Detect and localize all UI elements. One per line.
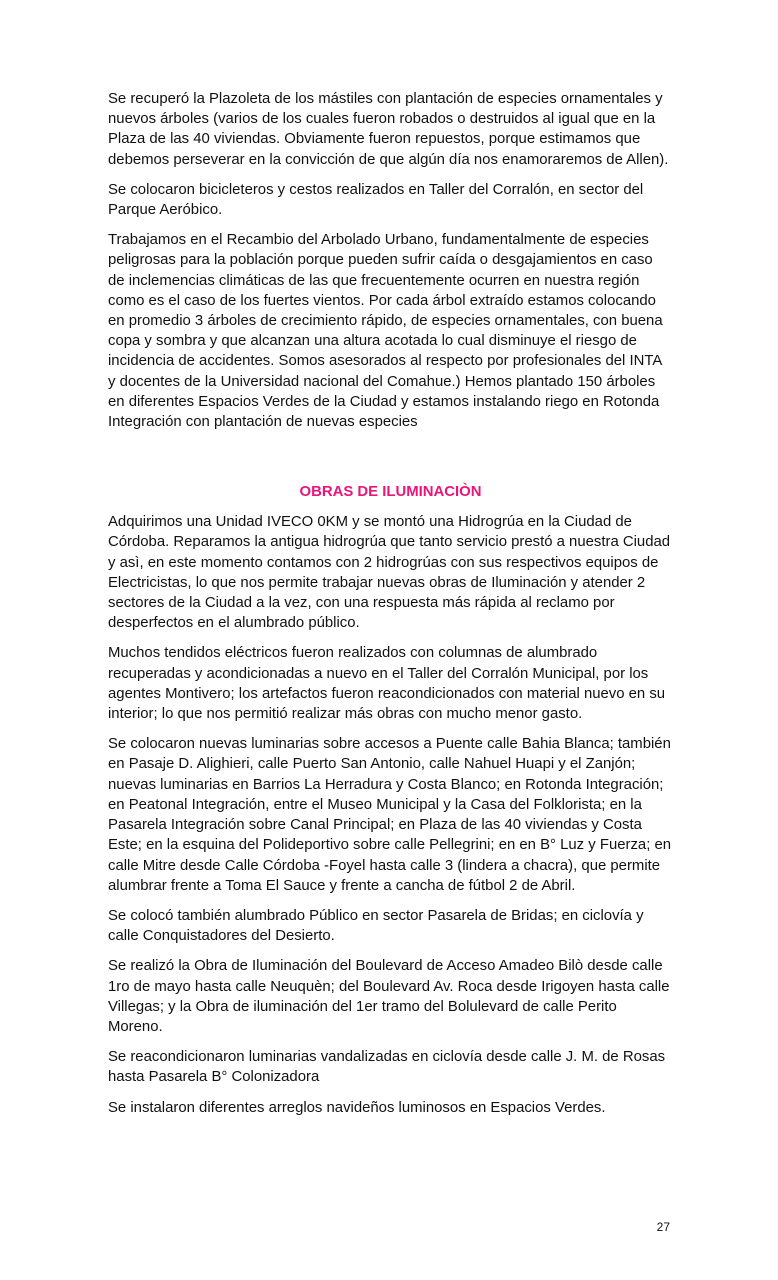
paragraph-luminarias-vandalizadas: Se reacondicionaron luminarias vandalizadas en ciclovía desde calle J. M. de Rosas hasta Pasarela B° Colonizadora	[108, 1049, 666, 1086]
paragraph-plazoleta: Se recuperó la Plazoleta de los mástiles con plantación de especies ornamentales y nuevos árboles (varios de los cuales fueron robados o destruidos al igual que en la Plaza de las 40 viviendas. Obviamente fueron repuestos, porque estimamos que debemos perseverar en la convicción de que algún día nos enamoraremos de Allen).	[108, 91, 669, 168]
section-title-iluminacion: OBRAS DE ILUMINACIÒN	[299, 484, 482, 501]
paragraph-arbolado: Trabajamos en el Recambio del Arbolado Urbano, fundamentalmente de especies peligrosas para la población porque pueden sufrir caída o desgajamientos en caso de inclemencias climáticas de las que frecuentemente ocurren en nuestra región como es el caso de los fuertes vientos. Por cada árbol extraído estamos colocando en promedio 3 árboles de crecimiento rápido, de especies ornamentales, con buena copa y sombra y que alcanzan una altura acotada lo cual disminuye el riesgo de incidencia de accidentes. Somos asesorados al respecto por profesionales del INTA y docentes de la Universidad nacional del Comahue.) Hemos plantado 150 árboles en diferentes Espacios Verdes de la Ciudad y estamos instalando riego en Rotonda Integración con plantación de nuevas especies	[108, 232, 663, 431]
paragraph-tendidos-electricos: Muchos tendidos eléctricos fueron realizados con columnas de alumbrado recuperadas y acondicionadas a nuevo en el Taller del Corralón Municipal, por los agentes Montivero; los artefactos fueron reacondicionados con material nuevo en su interior; lo que nos permitió realizar más obras con mucho menor gasto.	[108, 645, 666, 723]
paragraph-bicicleteros: Se colocaron bicicleteros y cestos realizados en Taller del Corralón, en sector del Parque Aeróbico.	[108, 181, 644, 219]
paragraph-nuevas-luminarias: Se colocaron nuevas luminarias sobre accesos a Puente calle Bahia Blanca; también en Pasaje D. Alighieri, calle Puerto San Antonio, calle Nahuel Huapi y el Zanjón; nuevas luminarias en Barrios La Herradura y Costa Blanco; en Rotonda Integración; en Peatonal Integración, entre el Museo Municipal y la Casa del Folklorista; en la Pasarela Integración sobre Canal Principal; en Plaza de las 40 viviendas y Costa Este; en la esquina del Polideportivo sobre calle Pellegrini; en en B° Luz y Fuerza; en calle Mitre desde Calle Córdoba -Foyel hasta calle 3 (lindera a chacra), que permite alumbrar frente a Toma El Sauce y frente a cancha de fútbol 2 de Abril.	[108, 736, 672, 894]
document-body	[108, 89, 673, 1128]
paragraph-boulevard-acceso: Se realizó la Obra de Iluminación del Boulevard de Acceso Amadeo Bilò desde calle 1ro de mayo hasta calle Neuquèn; del Boulevard Av. Roca desde Irigoyen hasta calle Villegas; y la Obra de iluminación del 1er tramo del Bolulevard de calle Perito Moreno.	[108, 958, 670, 1035]
paragraph-pasarela-bridas: Se colocó también alumbrado Público en sector Pasarela de Bridas; en ciclovía y calle Conquistadores del Desierto.	[108, 907, 644, 945]
paragraph-arreglos-navidenos: Se instalaron diferentes arreglos navideños luminosos en Espacios Verdes.	[108, 1099, 606, 1116]
page-number: 27	[656, 1220, 670, 1234]
paragraph-unidad-iveco: Adquirimos una Unidad IVECO 0KM y se montó una Hidrogrúa en la Ciudad de Córdoba. Reparamos la antigua hidrogrúa que tanto servicio prestó a nuestra Ciudad y asì, en este momento contamos con 2 hidrogrúas con sus respectivos equipos de Electricistas, lo que nos permite trabajar nuevas obras de Iluminación y atender 2 sectores de la Ciudad a la vez, con una respuesta más rápida al reclamo por desperfectos en el alumbrado público.	[108, 514, 671, 632]
